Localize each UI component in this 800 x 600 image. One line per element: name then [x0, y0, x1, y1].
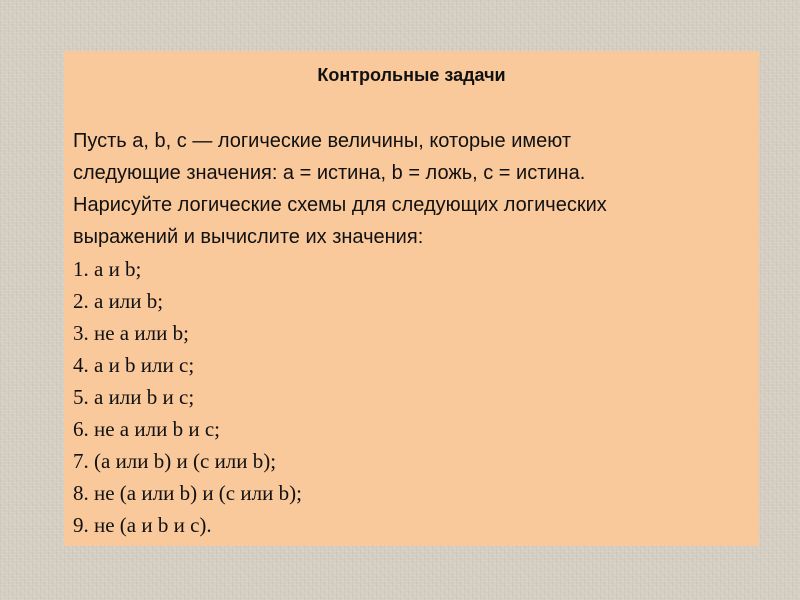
task-item: 7. (a или b) и (c или b);	[73, 449, 277, 473]
intro-line: Нарисуйте логические схемы для следующих логических	[73, 194, 607, 216]
task-item: 8. не (a или b) и (c или b);	[73, 481, 302, 505]
task-item: 1. a и b;	[73, 257, 142, 281]
task-item: 5. a или b и c;	[73, 385, 195, 409]
task-item: 9. не (a и b и c).	[73, 513, 212, 537]
task-list	[73, 253, 302, 541]
task-item: 3. не a или b;	[73, 321, 189, 345]
intro-line: следующие значения: a = истина, b = ложь, c = истина.	[73, 162, 586, 184]
intro-line: выражений и вычислите их значения:	[73, 226, 424, 248]
intro-line: Пусть a, b, c — логические величины, которые имеют	[73, 130, 571, 152]
task-item: 4. a и b или c;	[73, 353, 195, 377]
task-description	[73, 125, 743, 253]
card-title: Контрольные задачи	[317, 65, 506, 85]
task-item: 6. не a или b и c;	[73, 417, 220, 441]
task-card	[64, 51, 759, 546]
task-item: 2. a или b;	[73, 289, 164, 313]
